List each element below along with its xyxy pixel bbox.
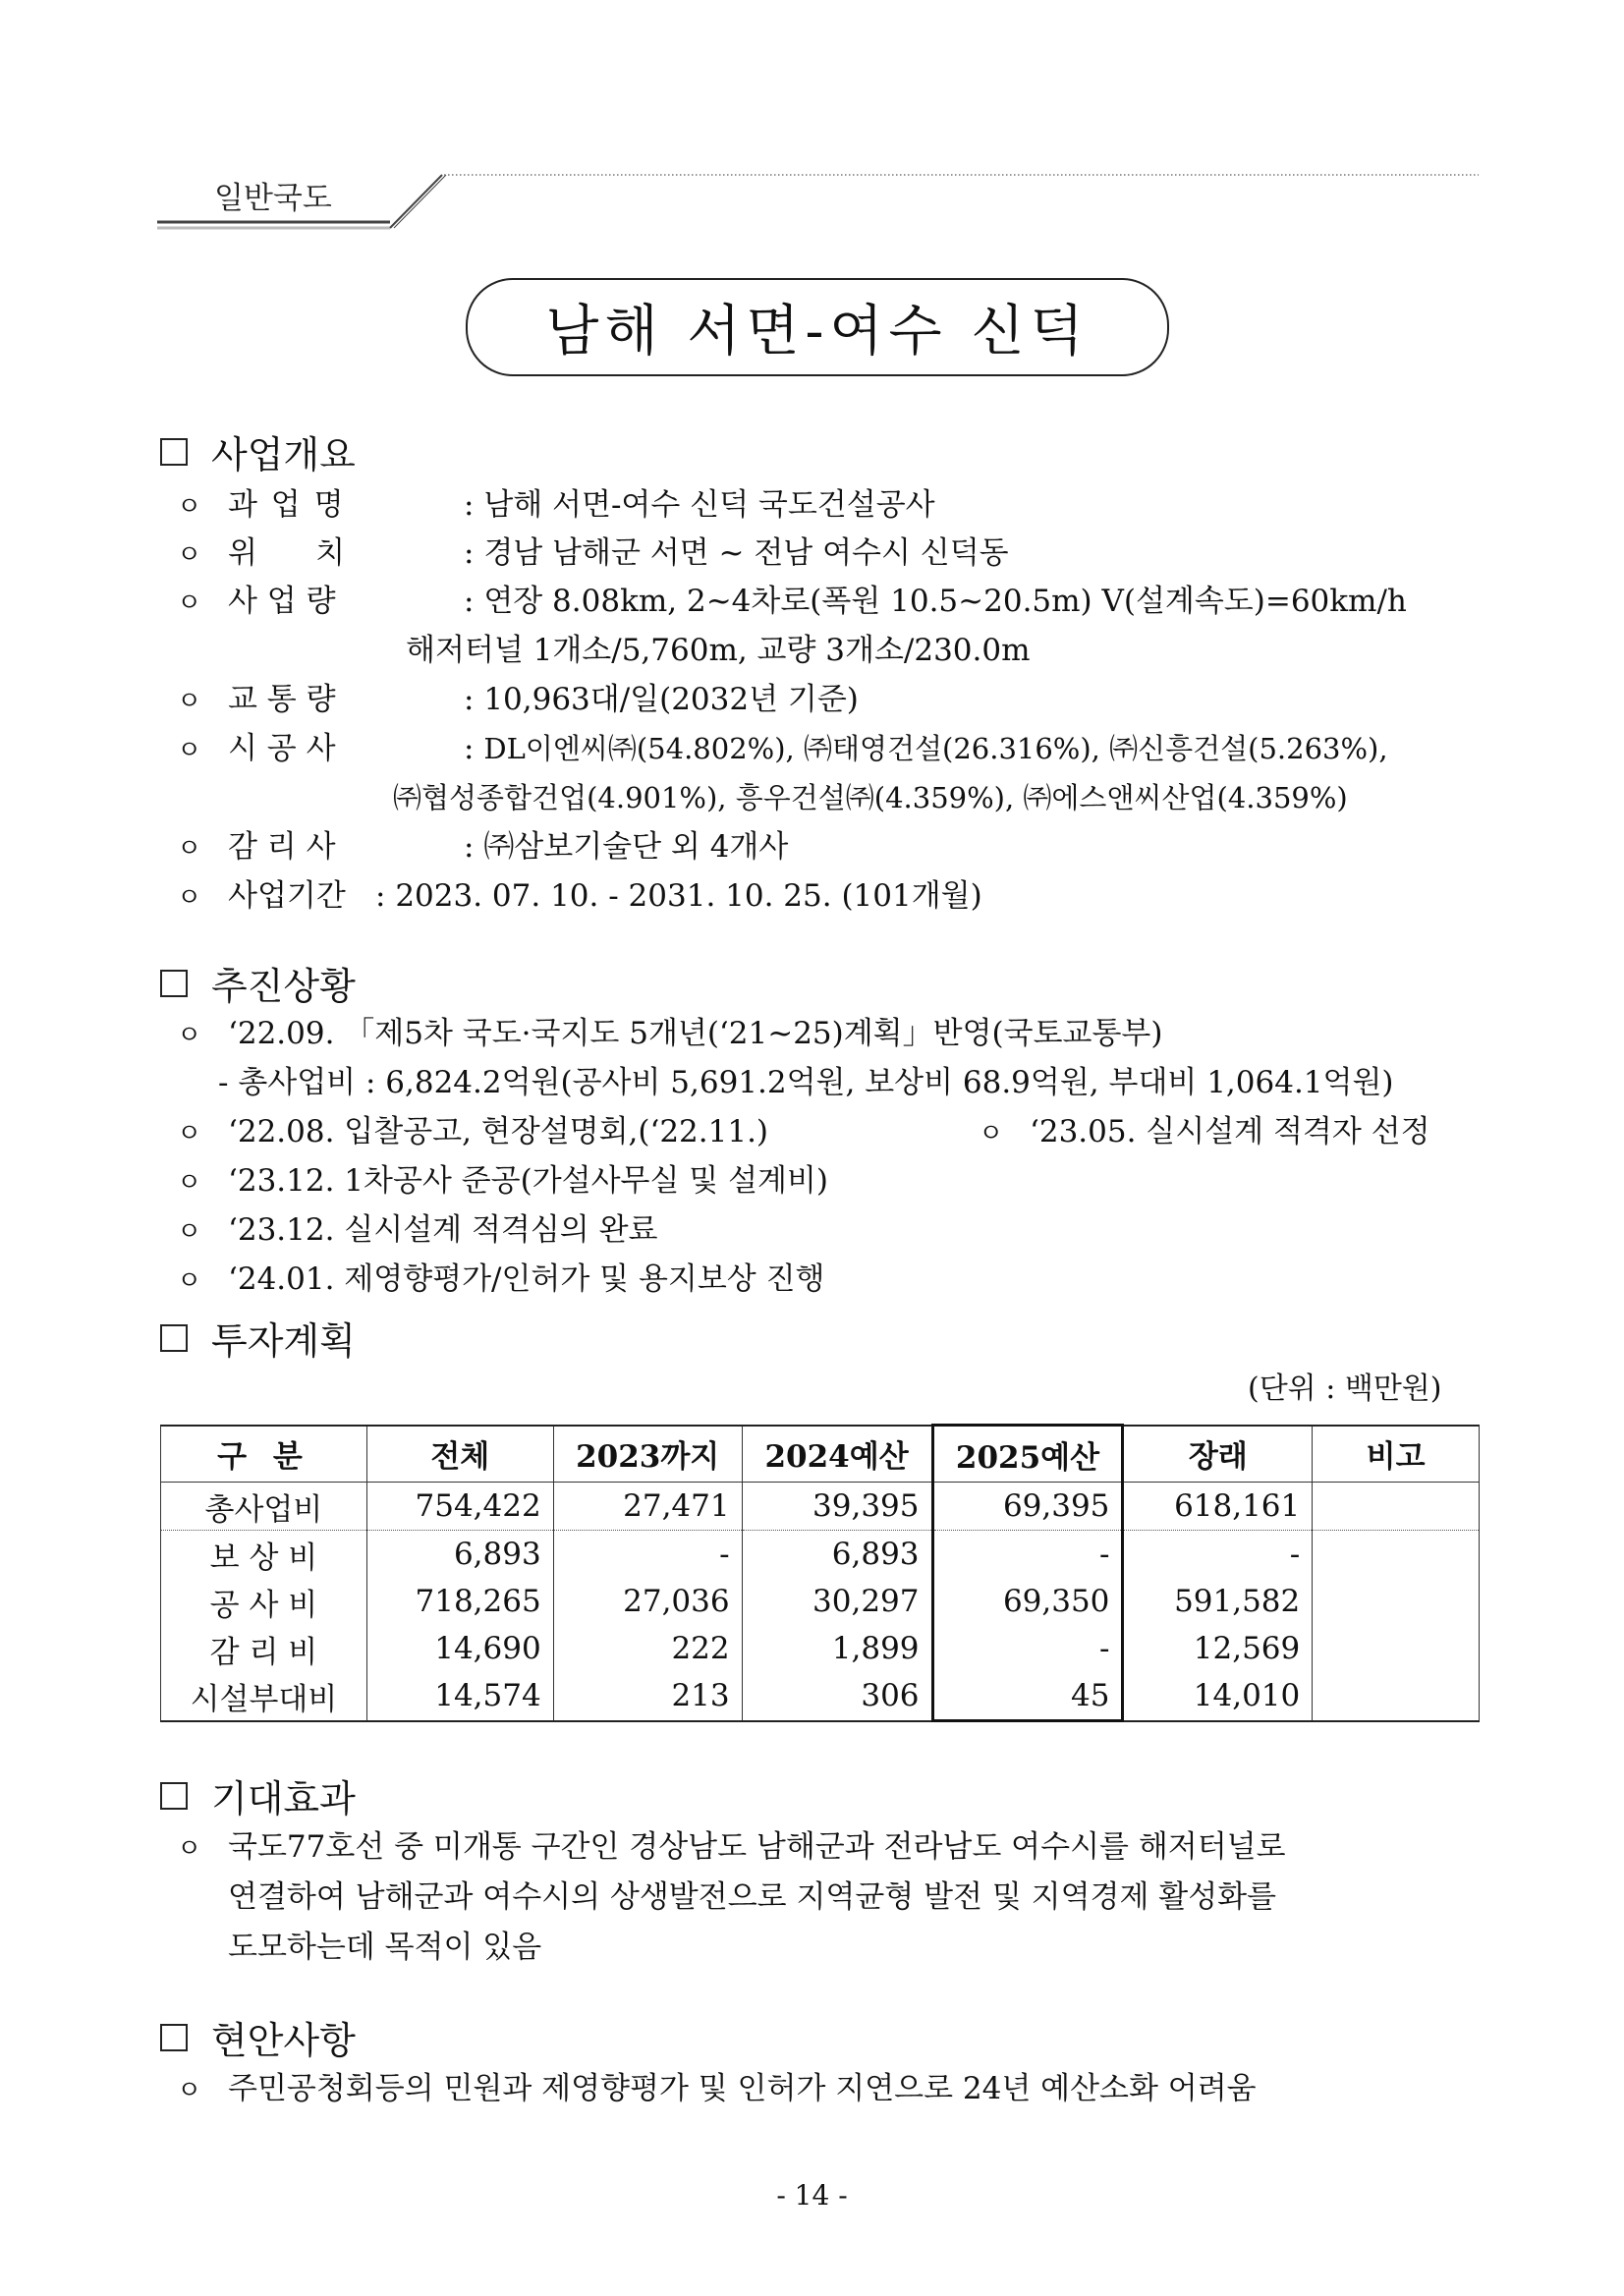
table-cell: 718,265: [366, 1578, 553, 1625]
table-cell: 14,574: [366, 1672, 553, 1721]
page-title: 남해 서면-여수 신덕: [466, 278, 1169, 376]
table-cell: -: [553, 1531, 742, 1579]
effect-heading: [160, 1768, 356, 1822]
table-cell: 총사업비: [161, 1483, 367, 1531]
table-cell: 감 리 비: [161, 1625, 367, 1672]
circle-bullet-icon: ㅇ: [177, 1834, 202, 1864]
table-cell: [1313, 1483, 1480, 1531]
overview-label: 사업기간: [228, 878, 346, 914]
col-header: 2024예산: [742, 1426, 932, 1483]
progress-text: ‘23.12. 실시설계 적격심의 완료: [228, 1212, 658, 1248]
circle-bullet-icon: ㅇ: [177, 883, 202, 913]
effect-text: 연결하여 남해군과 여수시의 상생발전으로 지역균형 발전 및 지역경제 활성화를: [228, 1879, 1277, 1915]
progress-heading-text: 추진상황: [211, 965, 356, 1008]
overview-heading-text: 사업개요: [211, 433, 356, 476]
circle-bullet-icon: ㅇ: [177, 834, 202, 864]
col-header: 장래: [1123, 1426, 1313, 1483]
table-cell: 공 사 비: [161, 1578, 367, 1625]
table-cell: 6,893: [366, 1531, 553, 1579]
circle-bullet-icon: ㅇ: [979, 1119, 1004, 1148]
progress-text: ‘23.12. 1차공사 준공(가설사무실 및 설계비): [228, 1163, 829, 1199]
issues-heading: [160, 2010, 356, 2064]
col-header: 비고: [1313, 1426, 1480, 1483]
table-row: [161, 1578, 1480, 1625]
checkbox-square-icon: [160, 1782, 188, 1810]
overview-item: ㅇ 교 통 량 : 10,963대/일(2032년 기준): [177, 680, 859, 721]
checkbox-square-icon: [160, 2024, 188, 2051]
page-number: - 14 -: [776, 2179, 848, 2212]
table-cell: 30,297: [742, 1578, 932, 1625]
table-row: [161, 1483, 1480, 1531]
investment-table-wrap: [160, 1424, 1480, 1722]
overview-heading: [160, 424, 356, 478]
investment-heading-text: 투자계획: [211, 1319, 356, 1363]
table-cell: [1313, 1672, 1480, 1721]
table-cell: 39,395: [742, 1483, 932, 1531]
table-header-row: [161, 1426, 1480, 1483]
checkbox-square-icon: [160, 970, 188, 997]
overview-value-cont: 해저터널 1개소/5,760m, 교량 3개소/230.0m: [406, 633, 1031, 668]
overview-item: ㅇ 시 공 사 : DL이엔씨㈜(54.802%), ㈜태영건설(26.316%), ㈜신흥건설(5.263%),: [177, 729, 1388, 770]
col-header: 전체: [366, 1426, 553, 1483]
overview-item: ㅇ 감 리 사 : ㈜삼보기술단 외 4개사: [177, 827, 788, 868]
overview-label: 사 업 량: [228, 584, 336, 619]
unit-label: (단위 : 백만원): [1248, 1372, 1442, 1406]
progress-item: [177, 1014, 1162, 1055]
investment-heading: [160, 1311, 356, 1365]
progress-heading: [160, 956, 356, 1010]
progress-item: [177, 1210, 657, 1252]
checkbox-square-icon: [160, 438, 188, 466]
overview-value: 연장 8.08km, 2~4차로(폭원 10.5~20.5m) V(설계속도)=60km/h: [483, 584, 1407, 619]
circle-bullet-icon: ㅇ: [177, 1217, 202, 1247]
table-row: [161, 1625, 1480, 1672]
overview-item: ㅇ 위 치 : 경남 남해군 서면 ~ 전남 여수시 신덕동: [177, 533, 1009, 575]
table-cell: 306: [742, 1672, 932, 1721]
table-cell: -: [932, 1531, 1123, 1579]
overview-item: ㅇ 과 업 명 : 남해 서면-여수 신덕 국도건설공사: [177, 485, 935, 527]
overview-label: 위 치: [228, 535, 346, 571]
table-cell: 69,350: [932, 1578, 1123, 1625]
issues-heading-text: 현안사항: [211, 2019, 356, 2062]
overview-item: ㅇ 사 업 량 : 연장 8.08km, 2~4차로(폭원 10.5~20.5m) V(설계속도)=60km/h: [177, 582, 1407, 623]
overview-value: 10,963대/일(2032년 기준): [483, 682, 859, 717]
table-cell: [1313, 1578, 1480, 1625]
table-row: [161, 1672, 1480, 1721]
table-cell: 1,899: [742, 1625, 932, 1672]
progress-subitem: - 총사업비 : 6,824.2억원(공사비 5,691.2억원, 보상비 68.9억원, 부대비 1,064.1억원): [218, 1065, 1394, 1100]
effect-heading-text: 기대효과: [211, 1777, 356, 1820]
issues-item: [177, 2069, 1257, 2110]
checkbox-square-icon: [160, 1324, 188, 1352]
progress-item: [979, 1112, 1430, 1153]
table-cell: 12,569: [1123, 1625, 1313, 1672]
overview-value: ㈜삼보기술단 외 4개사: [483, 829, 789, 865]
overview-value: 남해 서면-여수 신덕 국도건설공사: [483, 487, 935, 523]
overview-label: 감 리 사: [228, 829, 336, 865]
table-cell: 6,893: [742, 1531, 932, 1579]
section-tag-decoration: [157, 167, 1484, 236]
effect-text: 도모하는데 목적이 있음: [228, 1930, 542, 1965]
progress-text: ‘24.01. 제영향평가/인허가 및 용지보상 진행: [228, 1261, 825, 1297]
progress-text: ‘22.08. 입찰공고, 현장설명회,(‘22.11.): [228, 1114, 769, 1149]
progress-item: [177, 1260, 825, 1301]
overview-label: 시 공 사: [228, 731, 336, 766]
effect-text: 국도77호선 중 미개통 구간인 경상남도 남해군과 전라남도 여수시를 해저터널로: [228, 1829, 1286, 1865]
table-cell: 14,690: [366, 1625, 553, 1672]
table-cell: 754,422: [366, 1483, 553, 1531]
circle-bullet-icon: ㅇ: [177, 492, 202, 522]
progress-item: [177, 1112, 768, 1153]
table-cell: 618,161: [1123, 1483, 1313, 1531]
col-header: 2025예산: [932, 1426, 1123, 1483]
progress-item: [177, 1161, 828, 1203]
overview-value: 경남 남해군 서면 ~ 전남 여수시 신덕동: [483, 535, 1009, 571]
overview-label: 교 통 량: [228, 682, 336, 717]
table-cell: 27,471: [553, 1483, 742, 1531]
table-cell: 보 상 비: [161, 1531, 367, 1579]
overview-value-cont: ㈜협성종합건업(4.901%), 흥우건설㈜(4.359%), ㈜에스앤씨산업(4.359%): [393, 781, 1348, 814]
circle-bullet-icon: ㅇ: [177, 1119, 202, 1148]
section-tag: 일반국도: [214, 181, 332, 216]
table-cell: 222: [553, 1625, 742, 1672]
table-cell: 45: [932, 1672, 1123, 1721]
table-cell: [1313, 1625, 1480, 1672]
circle-bullet-icon: ㅇ: [177, 687, 202, 716]
table-cell: -: [932, 1625, 1123, 1672]
circle-bullet-icon: ㅇ: [177, 540, 202, 570]
table-cell: 213: [553, 1672, 742, 1721]
table-cell: -: [1123, 1531, 1313, 1579]
table-cell: [1313, 1531, 1480, 1579]
table-cell: 27,036: [553, 1578, 742, 1625]
circle-bullet-icon: ㅇ: [177, 1168, 202, 1198]
overview-item: ㅇ 사업기간 : 2023. 07. 10. - 2031. 10. 25. (101개월): [177, 876, 982, 918]
circle-bullet-icon: ㅇ: [177, 736, 202, 765]
table-cell: 14,010: [1123, 1672, 1313, 1721]
table-cell: 591,582: [1123, 1578, 1313, 1625]
col-header: 구 분: [161, 1426, 367, 1483]
effect-item: [177, 1827, 1286, 1869]
circle-bullet-icon: ㅇ: [177, 1021, 202, 1050]
circle-bullet-icon: ㅇ: [177, 1266, 202, 1296]
col-header: 2023까지: [553, 1426, 742, 1483]
issues-text: 주민공청회등의 민원과 제영향평가 및 인허가 지연으로 24년 예산소화 어려움: [228, 2071, 1257, 2106]
progress-text: ‘23.05. 실시설계 적격자 선정: [1030, 1114, 1430, 1149]
overview-label: 과 업 명: [228, 487, 346, 523]
overview-value: DL이엔씨㈜(54.802%), ㈜태영건설(26.316%), ㈜신흥건설(5.263%),: [483, 732, 1388, 765]
table-row: [161, 1531, 1480, 1579]
table-cell: 69,395: [932, 1483, 1123, 1531]
overview-value: 2023. 07. 10. - 2031. 10. 25. (101개월): [395, 878, 982, 914]
progress-text: ‘22.09. 「제5차 국도·국지도 5개년(‘21~25)계획」반영(국토교통부): [228, 1016, 1163, 1051]
circle-bullet-icon: ㅇ: [177, 2076, 202, 2105]
table-cell: 시설부대비: [161, 1672, 367, 1721]
circle-bullet-icon: ㅇ: [177, 588, 202, 618]
investment-table: [160, 1424, 1480, 1722]
